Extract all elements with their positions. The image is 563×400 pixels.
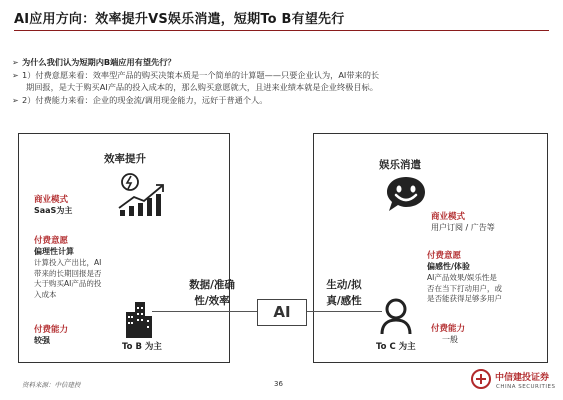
to-c-caption: To C 为主 [376,342,416,352]
left-attributes-line2: 性/效率 [194,295,230,307]
left-desc-line: 计算投入产出比，AI [34,258,102,267]
page-title: AI应用方向：效率提升VS娱乐消遣，短期To B有望先行 [14,12,345,27]
smiley-chat-icon [384,174,428,214]
title-divider [14,30,549,31]
brand-name-en: CHINA SECURITIES [496,384,556,390]
left-pay-ability-label: 付费能力 [34,325,69,335]
source-note: 资料来源：中信建投 [22,381,81,389]
right-biz-model-value: 用户订阅 / 广告等 [431,223,495,232]
left-attributes [175,277,249,309]
left-pay-will-value: 偏理性计算 [34,247,74,256]
entertainment-heading: 娱乐消遣 [379,159,421,171]
left-pay-will-label: 付费意愿 [34,236,69,246]
left-pay-ability-value: 较强 [34,336,50,345]
point2-text: 2）付费能力来看：企业的现金流/调用现金能力，远好于普通个人。 [22,95,268,105]
right-desc-line: 是否能获得足够多用户 [427,294,502,303]
bullet-arrow-icon: ➢ [12,58,19,67]
bullet-arrow-icon: ➢ [12,96,19,105]
user-icon [378,296,414,336]
left-connector-line [152,311,257,312]
efficiency-heading: 效率提升 [104,153,146,165]
left-desc-line: 入成本 [34,289,57,299]
left-biz-model-value: SaaS为主 [34,206,73,215]
brand-logo-icon [470,368,492,390]
point1-text-line1: 1）付费意愿来看：效率型产品的购买决策本质是一个简单的计算题——只要企业认为，AI带来的长 [22,70,380,80]
right-connector-line [306,311,382,312]
point1-text-line2: 期回报，是大于购买AI产品的投入成本的，那么购买意愿就大，且进来业绩本就是企业终极目标。 [26,82,378,92]
bullet-arrow-icon: ➢ [12,71,19,80]
right-pay-ability-label: 付费能力 [431,324,466,334]
left-desc-line: 大于购买AI产品的投 [34,279,102,288]
brand-name: 中信建投证券 [495,373,550,383]
right-pay-will-desc [427,273,543,305]
left-attributes-line1: 数据/准确 [189,279,235,291]
page-number: 36 [274,380,283,388]
question-bullet [12,56,552,69]
ai-box: AI [257,299,307,326]
right-biz-model-label: 商业模式 [431,212,466,222]
growth-chart-icon [114,170,172,218]
left-desc-line: 带来的长期回报是否 [34,268,102,278]
right-pay-will-value: 偏感性/体验 [427,262,470,271]
left-biz-model-label: 商业模式 [34,195,69,205]
right-pay-will-label: 付费意愿 [427,251,462,261]
left-pay-will-desc [34,258,134,300]
right-attributes-line1: 生动/拟 [326,279,362,291]
right-attributes [314,277,374,309]
right-attributes-line2: 真/感性 [326,295,362,307]
building-icon [124,298,154,338]
right-desc-line: AI产品效果/娱乐性是 [427,273,497,282]
question-text: 为什么我们认为短期内B端应用有望先行？ [22,57,176,67]
right-desc-line: 否在当下打动用户，或 [427,283,502,293]
point2-bullet [12,94,552,107]
right-pay-ability-value: 一般 [442,335,458,344]
to-b-caption: To B 为主 [122,342,162,352]
